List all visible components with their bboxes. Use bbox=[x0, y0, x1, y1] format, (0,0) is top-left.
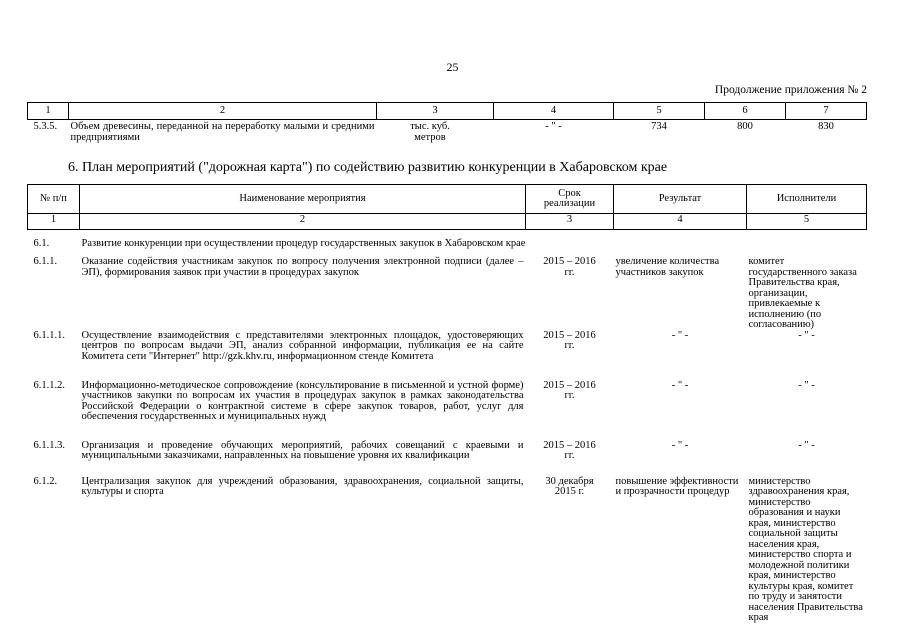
table-row bbox=[28, 477, 867, 624]
header-executors: Исполнители bbox=[747, 185, 867, 214]
table-row bbox=[28, 441, 867, 477]
col-number-cell: 4 bbox=[614, 214, 747, 230]
term-cell: 2015 – 2016 гг. bbox=[543, 256, 596, 278]
result-cell: повышение эффективности и прозрачности процедур bbox=[615, 475, 739, 497]
col-number-cell: 1 bbox=[28, 214, 80, 230]
unit-cell: тыс. куб. метров bbox=[410, 121, 450, 143]
result-cell: - " - bbox=[671, 439, 689, 451]
indicator-name: Объем древесины, переданной на переработку малыми и средними предприятиями bbox=[70, 121, 375, 143]
table-row bbox=[28, 331, 867, 381]
column-number-row bbox=[28, 214, 867, 230]
section-title: 6. План мероприятий ("дорожная карта") по содействию развитию конкуренции в Хабаровском крае bbox=[68, 160, 668, 175]
col-number-cell: 5 bbox=[747, 214, 867, 230]
header-term: Срок реализации bbox=[526, 185, 614, 214]
col-number-cell: 2 bbox=[80, 214, 526, 230]
measure-name: Организация и проведение обучающих мероприятий, рабочих совещаний с краевыми и муниципальными заказчиками, направленных на повышение уровня их квалификации bbox=[81, 439, 524, 461]
row-number: 5.3.5. bbox=[33, 121, 58, 132]
result-cell: - " - bbox=[671, 329, 689, 341]
row-number: 6.1.1. bbox=[33, 256, 58, 267]
column-number-row bbox=[28, 103, 867, 120]
row-number: 6.1.1.2. bbox=[33, 379, 65, 391]
col-number-cell: 3 bbox=[526, 214, 614, 230]
row-number: 6.1.1.3. bbox=[33, 439, 65, 451]
value-cell: 800 bbox=[737, 121, 753, 132]
value-cell: 830 bbox=[818, 121, 834, 132]
measure-name: Оказание содействия участникам закупок по вопросу получения электронной подписи (далее – ЭП), формирования заявок при участии в процедурах закупок bbox=[81, 256, 524, 278]
row-number: 6.1. bbox=[33, 238, 50, 249]
col-number-cell: 7 bbox=[786, 103, 867, 120]
section-row-title: Развитие конкуренции при осуществлении процедур государственных закупок в Хабаровском крае bbox=[81, 238, 526, 249]
executors-cell: - " - bbox=[798, 329, 815, 341]
term-cell: 2015 – 2016 гг. bbox=[543, 329, 596, 351]
table-row bbox=[28, 381, 867, 441]
term-cell: 30 декабря 2015 г. bbox=[545, 475, 594, 497]
executors-cell: - " - bbox=[798, 379, 815, 391]
table-row bbox=[28, 120, 867, 144]
col-number-cell: 4 bbox=[494, 103, 614, 120]
header-row bbox=[28, 185, 867, 214]
result-cell: - " - bbox=[671, 379, 689, 391]
col-number-cell: 3 bbox=[377, 103, 494, 120]
row-number: 6.1.1.1. bbox=[33, 329, 65, 341]
col-number-cell: 2 bbox=[69, 103, 377, 120]
row-number: 6.1.2. bbox=[33, 475, 58, 487]
table-row bbox=[28, 257, 867, 331]
executors-cell: министерство здравоохранения края, министерство образования и науки края, министерство социальной защиты населения края, министерство спорта и молодежной политики края, министерство культуры края, комитет по труду и занятости населения Правительства края bbox=[748, 475, 863, 623]
value-cell: 734 bbox=[651, 121, 667, 132]
indicators-table bbox=[27, 102, 867, 143]
col-number-cell: 6 bbox=[705, 103, 786, 120]
header-num: № п/п bbox=[28, 185, 80, 214]
result-cell: увеличение количества участников закупок bbox=[615, 256, 720, 278]
measure-name: Централизация закупок для учреждений образования, здравоохранения, социальной защиты, культуры и спорта bbox=[81, 475, 524, 497]
measure-name: Осуществление взаимодействия с представителями электронных площадок, удостоверяющих центров по вопросам выдачи ЭП, анализ собранной информации, публикация ее на сайте Комитета сети "Интернет" http://gzk.khv.ru, информационном стенде Комитета bbox=[81, 329, 524, 362]
roadmap-table bbox=[27, 184, 867, 624]
header-result: Результат bbox=[614, 185, 747, 214]
col-number-cell: 1 bbox=[28, 103, 69, 120]
term-cell: 2015 – 2016 гг. bbox=[543, 439, 596, 461]
col-number-cell: 5 bbox=[614, 103, 705, 120]
table-row bbox=[28, 230, 867, 258]
header-name: Наименование мероприятия bbox=[80, 185, 526, 214]
continuation-label: Продолжение приложения № 2 bbox=[714, 84, 867, 96]
measure-name: Информационно-методическое сопровождение (консультирование в письменной и устной форме) участников закупки по вопросам их участия в процедурах закупок в рамках законодательства Российской Федерации о контрактной системе в сфере закупок товаров, работ, услуг для обеспечения государственных и муниципальных нужд bbox=[81, 379, 524, 422]
term-cell: 2015 – 2016 гг. bbox=[543, 379, 596, 401]
executors-cell: - " - bbox=[798, 439, 815, 451]
base-value-cell: - " - bbox=[545, 121, 562, 132]
page-number: 25 bbox=[446, 60, 459, 74]
executors-cell: комитет государственного заказа Правительства края, организации, привлекаемые к исполнению (по согласованию) bbox=[748, 256, 857, 330]
